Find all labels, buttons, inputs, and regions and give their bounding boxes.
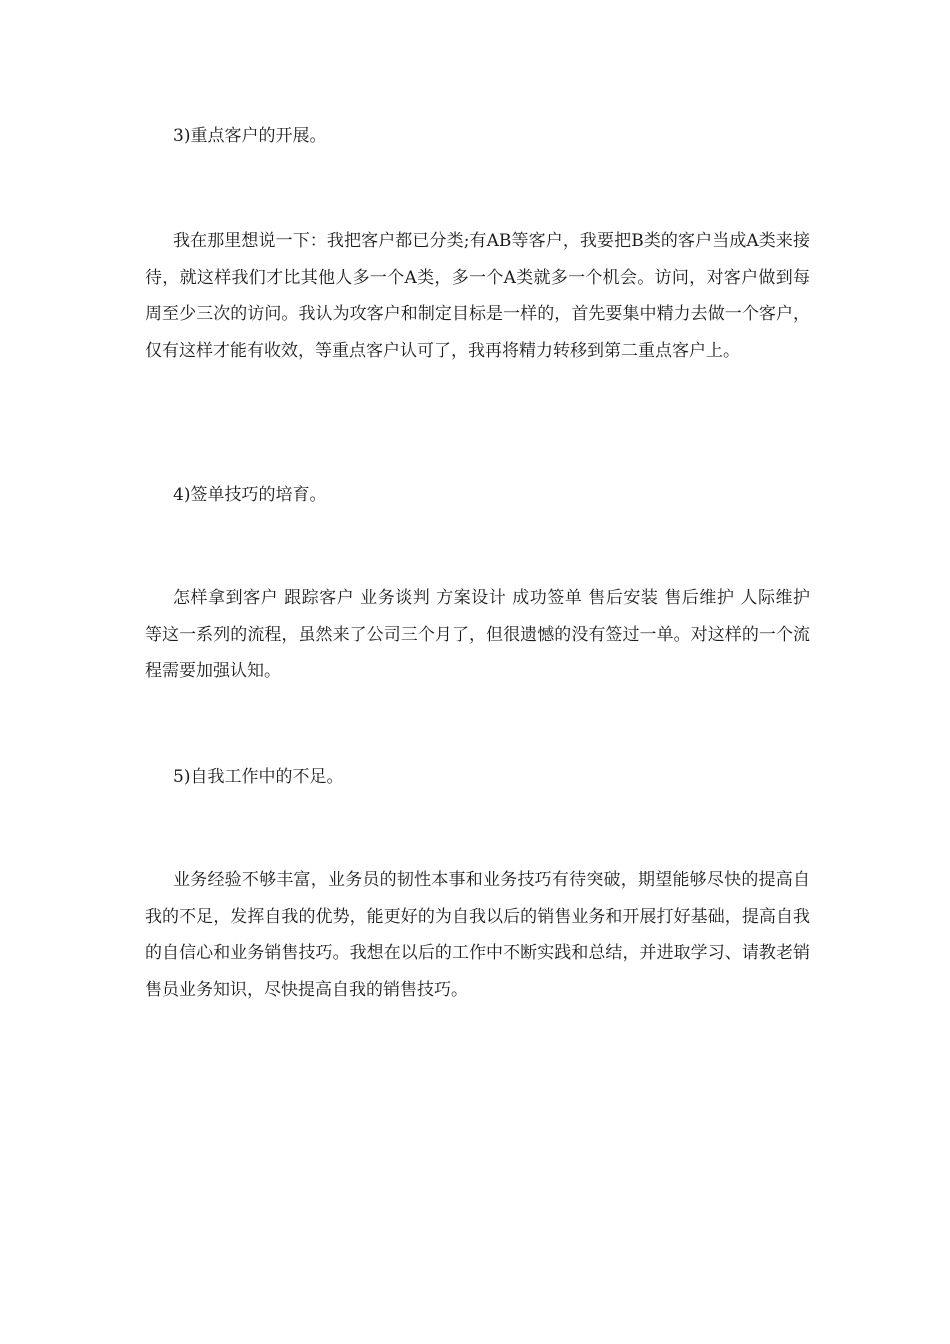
section-paragraph-5: 业务经验不够丰富，业务员的韧性本事和业务技巧有待突破，期望能够尽快的提高自我的不足，发挥自我的优势，能更好的为自我以后的销售业务和开展打好基础，提高自我的自信心和业务销售技巧。我想在以后的工作中不断实践和总结，并进取学习、请教老销售员业务知识，尽快提高自我的销售技巧。 xyxy=(145,870,810,1000)
section-heading-5: 5)自我工作中的不足。 xyxy=(173,767,344,787)
section-paragraph-3: 我在那里想说一下：我把客户都已分类;有AB等客户，我要把B类的客户当成A类来接待，就这样我们才比其他人多一个A类，多一个A类就多一个机会。访问，对客户做到每周至少三次的访问。我认为攻客户和制定目标是一样的，首先要集中精力去做一个客户，仅有这样才能有收效，等重点客户认可了，我再将精力转移到第二重点客户上。 xyxy=(145,231,810,361)
section-heading-4: 4)签单技巧的培育。 xyxy=(173,485,327,505)
section-heading-3: 3)重点客户的开展。 xyxy=(173,126,327,146)
section-paragraph-4: 怎样拿到客户 跟踪客户 业务谈判 方案设计 成功签单 售后安装 售后维护 人际维护 等这一系列的流程，虽然来了公司三个月了，但很遗憾的没有签过一单。对这样的一个流程需要加强认知。 xyxy=(145,588,810,681)
